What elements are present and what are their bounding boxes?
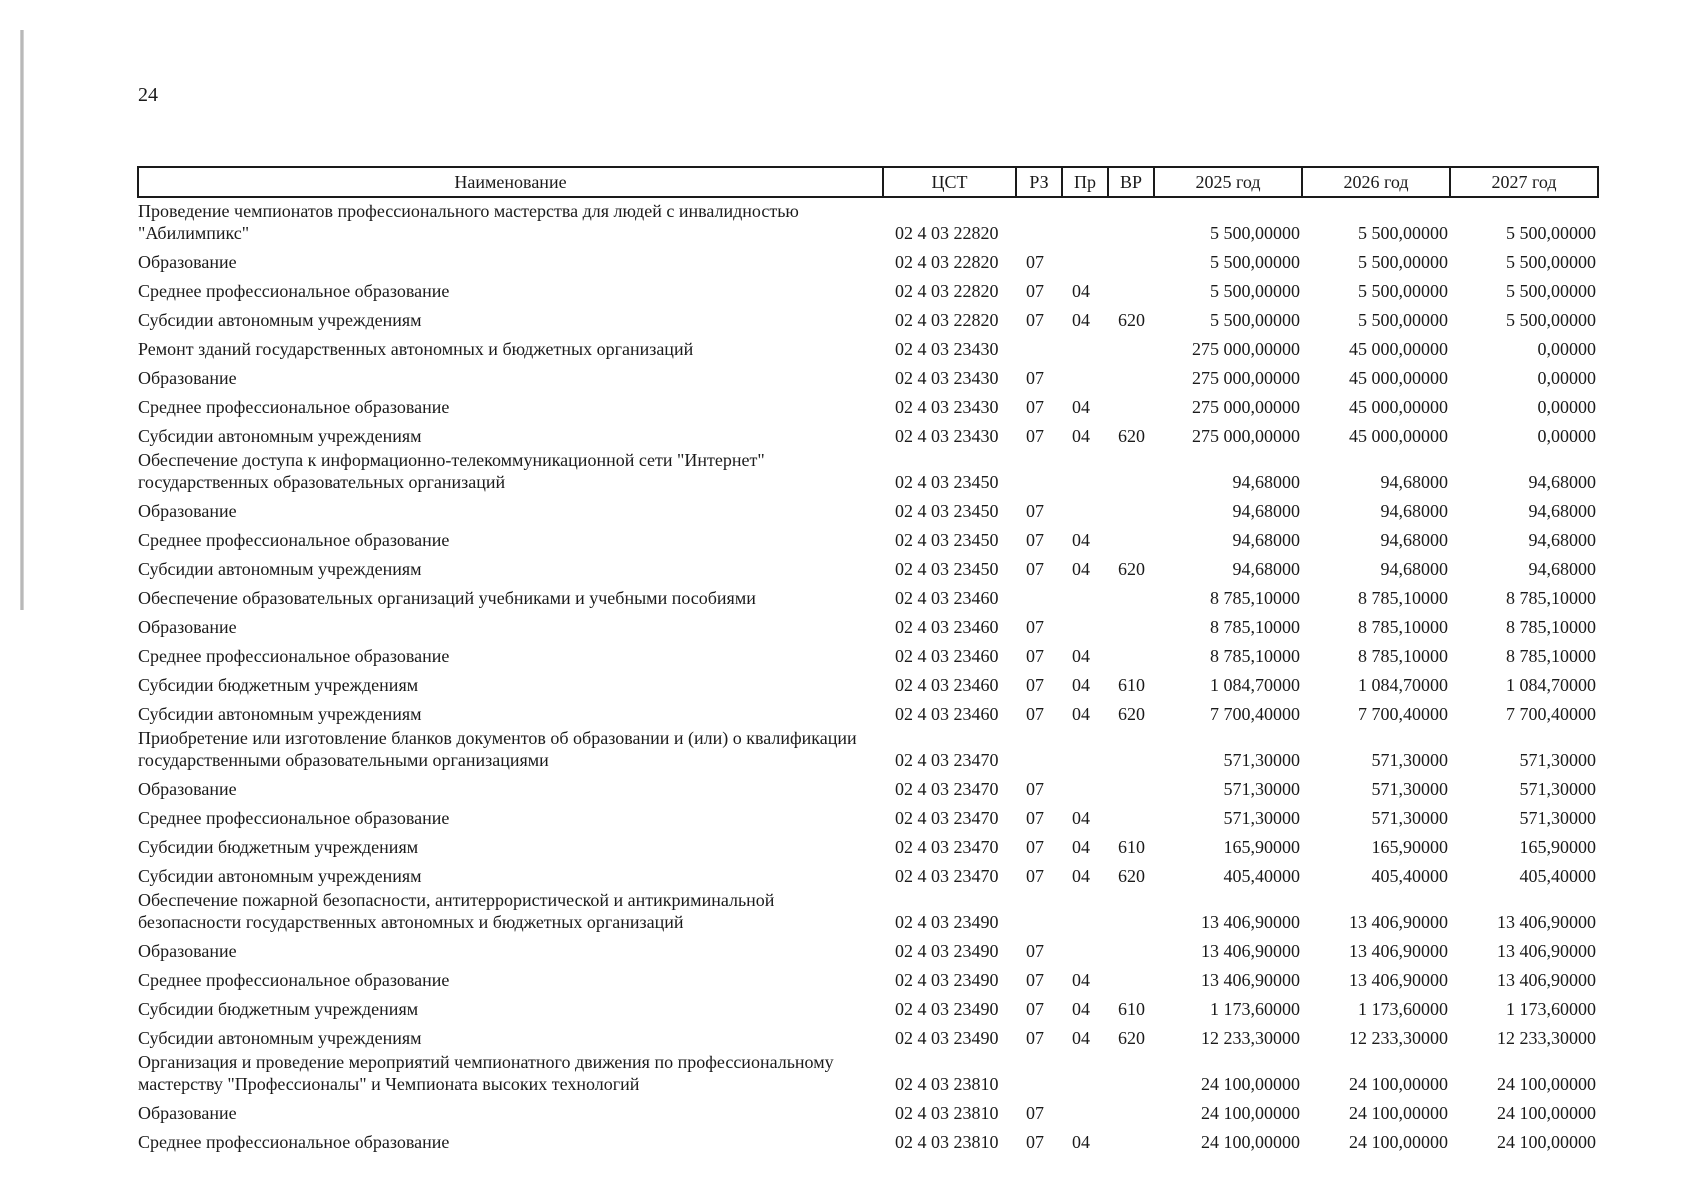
cell-pr [1062,887,1108,933]
cell-rz: 07 [1026,559,1044,579]
table-row [138,244,1598,273]
cell-cst: 02 4 03 23490 [895,941,999,961]
cell-y2025: 13 406,90000 [1201,970,1300,990]
cell-vr: 620 [1118,704,1145,724]
header-2027: 2027 год [1450,167,1598,197]
cell-vr [1108,725,1154,771]
cell-cst: 02 4 03 23810 [895,1074,999,1094]
cell-y2025: 5 500,00000 [1210,310,1300,330]
cell-pr [1062,771,1108,800]
cell-name: Проведение чемпионатов профессионального мастерства для людей с инвалидностью "Абилимпикс" [138,201,799,243]
cell-y2025: 7 700,40000 [1210,704,1300,724]
cell-y2027: 94,68000 [1528,559,1596,579]
cell-y2026: 24 100,00000 [1349,1103,1448,1123]
cell-cst: 02 4 03 23430 [895,397,999,417]
cell-rz [1016,1049,1062,1095]
table-row [138,197,1598,244]
cell-y2026: 405,40000 [1371,866,1448,886]
cell-name: Среднее профессиональное образование [138,1132,450,1152]
cell-cst: 02 4 03 23810 [895,1132,999,1152]
cell-y2027: 571,30000 [1519,779,1596,799]
cell-pr [1062,331,1108,360]
cell-name: Субсидии бюджетным учреждениям [138,999,419,1019]
cell-y2027: 13 406,90000 [1497,970,1596,990]
cell-y2027: 12 233,30000 [1497,1028,1596,1048]
cell-y2027: 5 500,00000 [1506,281,1596,301]
table-row [138,933,1598,962]
cell-vr [1108,389,1154,418]
budget-table [137,166,1599,1153]
cell-y2025: 275 000,00000 [1192,397,1300,417]
cell-cst: 02 4 03 23470 [895,837,999,857]
cell-pr: 04 [1072,1132,1090,1152]
cell-cst: 02 4 03 23430 [895,368,999,388]
cell-y2027: 94,68000 [1528,472,1596,492]
cell-name: Приобретение или изготовление бланков документов об образовании и (или) о квалификации государственными образовательными организациями [138,728,857,770]
cell-y2025: 24 100,00000 [1201,1132,1300,1152]
cell-y2025: 13 406,90000 [1201,941,1300,961]
cell-vr [1108,244,1154,273]
table-header-row [138,167,1598,197]
cell-y2027: 0,00000 [1537,368,1596,388]
cell-y2026: 571,30000 [1371,750,1448,770]
cell-cst: 02 4 03 23450 [895,530,999,550]
cell-y2025: 1 084,70000 [1210,675,1300,695]
cell-y2027: 571,30000 [1519,808,1596,828]
cell-name: Субсидии автономным учреждениям [138,1028,422,1048]
cell-rz [1016,197,1062,244]
cell-cst: 02 4 03 22820 [895,252,999,272]
cell-name: Среднее профессиональное образование [138,808,450,828]
cell-name: Субсидии автономным учреждениям [138,704,422,724]
cell-y2025: 1 173,60000 [1210,999,1300,1019]
cell-y2026: 571,30000 [1371,779,1448,799]
cell-y2025: 165,90000 [1223,837,1300,857]
cell-cst: 02 4 03 23460 [895,588,999,608]
cell-pr: 04 [1072,397,1090,417]
cell-y2025: 571,30000 [1223,779,1300,799]
table-row [138,609,1598,638]
header-2026: 2026 год [1302,167,1450,197]
cell-cst: 02 4 03 23460 [895,617,999,637]
cell-pr: 04 [1072,310,1090,330]
cell-rz: 07 [1026,617,1044,637]
cell-cst: 02 4 03 23430 [895,426,999,446]
cell-name: Субсидии бюджетным учреждениям [138,675,419,695]
cell-y2026: 94,68000 [1380,501,1448,521]
cell-name: Среднее профессиональное образование [138,397,450,417]
cell-y2025: 24 100,00000 [1201,1074,1300,1094]
cell-y2027: 1 173,60000 [1506,999,1596,1019]
cell-y2026: 165,90000 [1371,837,1448,857]
cell-rz: 07 [1026,970,1044,990]
cell-vr: 620 [1118,866,1145,886]
cell-y2026: 13 406,90000 [1349,970,1448,990]
cell-name: Образование [138,368,237,388]
cell-vr [1108,962,1154,991]
cell-name: Субсидии автономным учреждениям [138,559,422,579]
cell-name: Образование [138,501,237,521]
cell-y2025: 275 000,00000 [1192,339,1300,359]
cell-rz: 07 [1026,941,1044,961]
cell-pr [1062,933,1108,962]
cell-cst: 02 4 03 23460 [895,646,999,666]
cell-rz: 07 [1026,281,1044,301]
cell-rz: 07 [1026,1132,1044,1152]
cell-y2026: 45 000,00000 [1349,339,1448,359]
cell-y2026: 571,30000 [1371,808,1448,828]
cell-vr [1108,447,1154,493]
cell-y2027: 0,00000 [1537,339,1596,359]
scan-edge-mark [20,30,24,610]
table-row [138,551,1598,580]
cell-cst: 02 4 03 23470 [895,808,999,828]
cell-vr [1108,522,1154,551]
cell-y2025: 8 785,10000 [1210,588,1300,608]
cell-name: Образование [138,1103,237,1123]
cell-rz: 07 [1026,779,1044,799]
cell-rz: 07 [1026,808,1044,828]
cell-y2027: 8 785,10000 [1506,588,1596,608]
cell-y2026: 8 785,10000 [1358,588,1448,608]
cell-name: Образование [138,252,237,272]
cell-y2027: 94,68000 [1528,530,1596,550]
cell-rz: 07 [1026,999,1044,1019]
cell-y2025: 94,68000 [1232,501,1300,521]
table-row [138,962,1598,991]
table-row [138,360,1598,389]
cell-vr [1108,638,1154,667]
table-row [138,667,1598,696]
cell-vr: 620 [1118,426,1145,446]
cell-rz [1016,725,1062,771]
cell-rz: 07 [1026,1028,1044,1048]
cell-pr: 04 [1072,704,1090,724]
cell-y2026: 94,68000 [1380,530,1448,550]
cell-y2025: 571,30000 [1223,808,1300,828]
header-name: Наименование [138,167,883,197]
cell-y2025: 94,68000 [1232,472,1300,492]
header-cst: ЦСТ [883,167,1016,197]
table-row [138,771,1598,800]
cell-name: Среднее профессиональное образование [138,646,450,666]
cell-y2025: 24 100,00000 [1201,1103,1300,1123]
table-row [138,493,1598,522]
cell-rz [1016,447,1062,493]
cell-cst: 02 4 03 23450 [895,559,999,579]
cell-rz: 07 [1026,310,1044,330]
page-number: 24 [138,84,158,106]
cell-vr: 610 [1118,837,1145,857]
cell-cst: 02 4 03 23450 [895,501,999,521]
cell-vr [1108,197,1154,244]
cell-y2026: 5 500,00000 [1358,223,1448,243]
cell-y2026: 1 084,70000 [1358,675,1448,695]
cell-y2025: 571,30000 [1223,750,1300,770]
cell-rz: 07 [1026,501,1044,521]
cell-name: Ремонт зданий государственных автономных и бюджетных организаций [138,339,694,359]
cell-y2027: 571,30000 [1519,750,1596,770]
cell-pr: 04 [1072,1028,1090,1048]
cell-y2027: 24 100,00000 [1497,1132,1596,1152]
cell-rz: 07 [1026,530,1044,550]
cell-y2025: 94,68000 [1232,530,1300,550]
cell-vr: 620 [1118,1028,1145,1048]
cell-vr: 610 [1118,999,1145,1019]
cell-y2027: 1 084,70000 [1506,675,1596,695]
cell-pr [1062,609,1108,638]
cell-vr: 620 [1118,559,1145,579]
cell-name: Обеспечение доступа к информационно-телекоммуникационной сети "Интернет" государственных образовательных организаций [138,450,765,492]
table-row [138,800,1598,829]
cell-cst: 02 4 03 23490 [895,1028,999,1048]
cell-y2025: 5 500,00000 [1210,252,1300,272]
header-2025: 2025 год [1154,167,1302,197]
table-row [138,696,1598,725]
cell-name: Субсидии автономным учреждениям [138,866,422,886]
cell-vr: 610 [1118,675,1145,695]
cell-y2025: 5 500,00000 [1210,281,1300,301]
cell-y2027: 8 785,10000 [1506,646,1596,666]
cell-y2025: 5 500,00000 [1210,223,1300,243]
header-vr: ВР [1108,167,1154,197]
cell-cst: 02 4 03 23470 [895,866,999,886]
table-row [138,1124,1598,1153]
cell-pr [1062,1049,1108,1095]
cell-y2026: 8 785,10000 [1358,617,1448,637]
cell-cst: 02 4 03 23490 [895,970,999,990]
cell-name: Образование [138,617,237,637]
cell-cst: 02 4 03 23460 [895,675,999,695]
cell-name: Обеспечение образовательных организаций учебниками и учебными пособиями [138,588,756,608]
cell-y2027: 13 406,90000 [1497,941,1596,961]
cell-rz: 07 [1026,646,1044,666]
table-row [138,1049,1598,1095]
cell-pr: 04 [1072,837,1090,857]
cell-pr: 04 [1072,426,1090,446]
cell-name: Организация и проведение мероприятий чемпионатного движения по профессиональному мастерству "Профессионалы" и Чемпионата высоких технологий [138,1052,834,1094]
cell-y2026: 5 500,00000 [1358,252,1448,272]
cell-y2026: 45 000,00000 [1349,397,1448,417]
cell-pr: 04 [1072,808,1090,828]
cell-rz: 07 [1026,252,1044,272]
cell-y2026: 94,68000 [1380,559,1448,579]
table-row [138,858,1598,887]
cell-cst: 02 4 03 23430 [895,339,999,359]
cell-pr: 04 [1072,970,1090,990]
table-row [138,829,1598,858]
cell-rz [1016,887,1062,933]
cell-y2027: 405,40000 [1519,866,1596,886]
header-pr: Пр [1062,167,1108,197]
table-row [138,725,1598,771]
cell-rz [1016,331,1062,360]
table-row [138,418,1598,447]
cell-pr: 04 [1072,866,1090,886]
cell-vr [1108,273,1154,302]
cell-y2026: 45 000,00000 [1349,426,1448,446]
cell-y2025: 8 785,10000 [1210,617,1300,637]
table-row [138,331,1598,360]
cell-y2026: 8 785,10000 [1358,646,1448,666]
table-body [138,197,1598,1153]
cell-y2026: 13 406,90000 [1349,941,1448,961]
cell-vr [1108,800,1154,829]
cell-y2027: 0,00000 [1537,426,1596,446]
cell-vr [1108,933,1154,962]
cell-pr: 04 [1072,646,1090,666]
cell-vr [1108,887,1154,933]
cell-vr [1108,493,1154,522]
cell-cst: 02 4 03 23450 [895,472,999,492]
cell-cst: 02 4 03 23810 [895,1103,999,1123]
cell-cst: 02 4 03 22820 [895,281,999,301]
cell-cst: 02 4 03 23470 [895,750,999,770]
cell-rz [1016,580,1062,609]
cell-y2026: 1 173,60000 [1358,999,1448,1019]
cell-vr: 620 [1118,310,1145,330]
cell-vr [1108,1095,1154,1124]
table-row [138,273,1598,302]
cell-y2026: 24 100,00000 [1349,1074,1448,1094]
cell-pr [1062,244,1108,273]
cell-y2026: 24 100,00000 [1349,1132,1448,1152]
cell-y2027: 5 500,00000 [1506,310,1596,330]
cell-y2026: 45 000,00000 [1349,368,1448,388]
cell-cst: 02 4 03 22820 [895,223,999,243]
table-row [138,447,1598,493]
cell-rz: 07 [1026,368,1044,388]
cell-pr [1062,197,1108,244]
cell-y2025: 13 406,90000 [1201,912,1300,932]
cell-y2025: 275 000,00000 [1192,426,1300,446]
cell-y2027: 7 700,40000 [1506,704,1596,724]
cell-name: Среднее профессиональное образование [138,281,450,301]
cell-y2025: 405,40000 [1223,866,1300,886]
cell-name: Субсидии бюджетным учреждениям [138,837,419,857]
cell-vr [1108,609,1154,638]
cell-pr [1062,1095,1108,1124]
cell-vr [1108,360,1154,389]
cell-rz: 07 [1026,837,1044,857]
cell-name: Субсидии автономным учреждениям [138,426,422,446]
table-row [138,638,1598,667]
table-row [138,1020,1598,1049]
cell-rz: 07 [1026,704,1044,724]
cell-pr: 04 [1072,530,1090,550]
cell-pr: 04 [1072,559,1090,579]
cell-y2026: 94,68000 [1380,472,1448,492]
cell-name: Образование [138,941,237,961]
header-rz: РЗ [1016,167,1062,197]
table-row [138,991,1598,1020]
cell-pr [1062,580,1108,609]
cell-y2026: 5 500,00000 [1358,281,1448,301]
cell-pr [1062,447,1108,493]
table-row [138,522,1598,551]
cell-rz: 07 [1026,675,1044,695]
cell-pr [1062,360,1108,389]
cell-pr [1062,493,1108,522]
cell-y2025: 94,68000 [1232,559,1300,579]
cell-y2027: 165,90000 [1519,837,1596,857]
cell-name: Обеспечение пожарной безопасности, антитеррористической и антикриминальной безопасности государственных автономных и бюджетных организаций [138,890,775,932]
table-row [138,580,1598,609]
table-row [138,1095,1598,1124]
cell-vr [1108,1124,1154,1153]
cell-name: Среднее профессиональное образование [138,530,450,550]
cell-vr [1108,331,1154,360]
cell-rz: 07 [1026,1103,1044,1123]
cell-y2027: 0,00000 [1537,397,1596,417]
cell-name: Образование [138,779,237,799]
cell-pr: 04 [1072,281,1090,301]
cell-cst: 02 4 03 23490 [895,912,999,932]
cell-vr [1108,580,1154,609]
cell-y2026: 12 233,30000 [1349,1028,1448,1048]
cell-cst: 02 4 03 22820 [895,310,999,330]
cell-cst: 02 4 03 23460 [895,704,999,724]
cell-y2027: 5 500,00000 [1506,252,1596,272]
cell-pr [1062,725,1108,771]
cell-cst: 02 4 03 23470 [895,779,999,799]
cell-rz: 07 [1026,426,1044,446]
cell-y2027: 24 100,00000 [1497,1103,1596,1123]
cell-vr [1108,1049,1154,1095]
cell-y2026: 13 406,90000 [1349,912,1448,932]
cell-name: Субсидии автономным учреждениям [138,310,422,330]
table-row [138,389,1598,418]
cell-rz: 07 [1026,866,1044,886]
cell-vr [1108,771,1154,800]
cell-name: Среднее профессиональное образование [138,970,450,990]
cell-rz: 07 [1026,397,1044,417]
cell-y2027: 13 406,90000 [1497,912,1596,932]
cell-y2025: 8 785,10000 [1210,646,1300,666]
cell-y2027: 24 100,00000 [1497,1074,1596,1094]
cell-y2027: 94,68000 [1528,501,1596,521]
cell-y2026: 5 500,00000 [1358,310,1448,330]
cell-y2025: 275 000,00000 [1192,368,1300,388]
cell-y2025: 12 233,30000 [1201,1028,1300,1048]
cell-y2027: 5 500,00000 [1506,223,1596,243]
cell-pr: 04 [1072,675,1090,695]
cell-y2027: 8 785,10000 [1506,617,1596,637]
cell-y2026: 7 700,40000 [1358,704,1448,724]
table-row [138,887,1598,933]
cell-pr: 04 [1072,999,1090,1019]
table-row [138,302,1598,331]
cell-cst: 02 4 03 23490 [895,999,999,1019]
